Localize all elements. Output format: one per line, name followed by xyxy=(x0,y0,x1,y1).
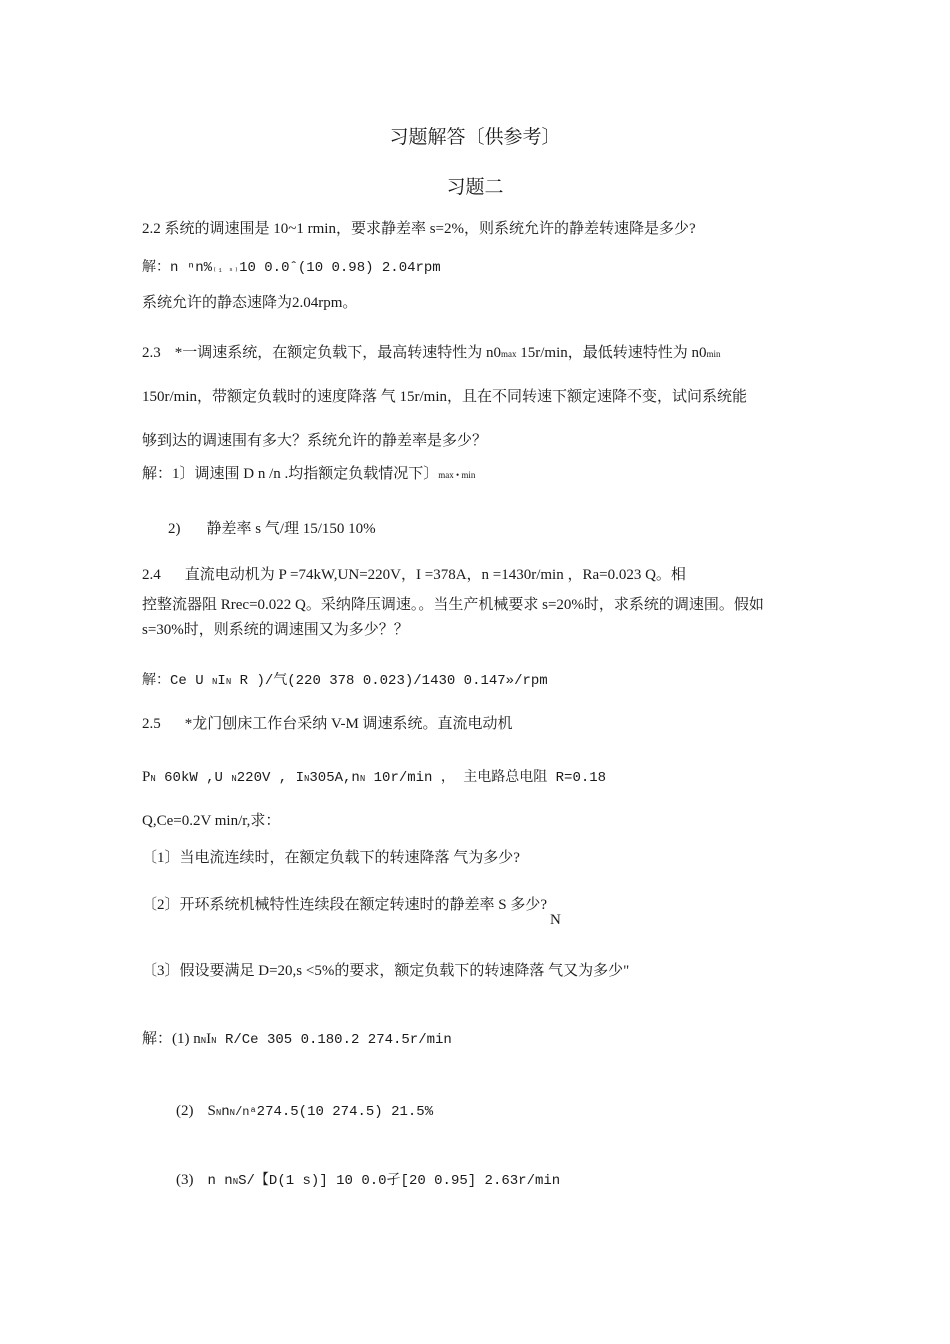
sol-text: I xyxy=(206,1031,212,1047)
sol-sub: ₍₁ ₛ₎ xyxy=(212,264,240,274)
sol-text: /nᵃ xyxy=(235,1105,257,1119)
step-number: (3) xyxy=(176,1172,194,1188)
problem-2-3-line3: 够到达的调速围有多大？系统允许的静差率是多少？ xyxy=(142,433,488,449)
sol-text: I xyxy=(217,673,226,689)
subscript: max • min xyxy=(438,470,476,480)
sol-text: n n xyxy=(207,1173,233,1189)
question-1: 〔1〕当电流连续时，在额定负载下的转速降落 气为多少? xyxy=(142,850,520,866)
step-number: (2) xyxy=(176,1103,194,1119)
problem-number: 2.3 xyxy=(142,345,161,361)
problem-2-4-line1 xyxy=(142,565,686,585)
sol-text: 解：n ⁿn% xyxy=(142,260,213,276)
section-title: 习题二 xyxy=(446,177,504,198)
subscript: N xyxy=(212,677,218,687)
problem-2-5-line1 xyxy=(142,714,513,734)
sol-text: 静差率 s 气/理 15/150 10% xyxy=(206,521,376,537)
sol-text: P xyxy=(142,769,151,785)
sol-text: 60kW ,U xyxy=(155,770,232,786)
sol-text: 10r/min ， 主电路总电阻 R=0.18 xyxy=(365,770,607,786)
problem-2-5-line3: Q,Ce=0.2V min/r,求： xyxy=(142,813,281,829)
subscript: N xyxy=(225,677,232,687)
sol-text: 解：Ce U xyxy=(142,673,213,689)
problem-2-4-line3: s=30%时，则系统的调速围又为多少？？ xyxy=(142,622,409,638)
subscript: N xyxy=(215,1108,222,1118)
subscript: N xyxy=(200,1036,207,1046)
problem-text: *龙门刨床工作台采纳 V-M 调速系统。直流电动机 xyxy=(184,716,513,732)
sol-text: 305A,n xyxy=(309,770,360,786)
subscript: min xyxy=(706,349,721,359)
solution-2-5-line1 xyxy=(142,1029,452,1051)
answer-2-2: 系统允许的静态速降为2.04rpm。 xyxy=(142,295,358,311)
problem-2-4-line2: 控整流器阻 Rrec=0.022 Q。采纳降压调速。。当生产机械要求 s=20%时，求系统的调速围。假如 xyxy=(142,597,764,613)
question-2: 〔2〕开环系统机械特性连续段在额定转速时的静差率 S 多少? xyxy=(142,897,548,913)
question-2-subscript: N xyxy=(550,912,561,928)
sol-text: R/Ce 305 0.180.2 274.5r/min xyxy=(216,1032,452,1048)
solution-2-5-line3 xyxy=(176,1170,560,1192)
question-3: 〔3〕假设要满足 D=20,s <5%的要求，额定负载下的转速降落 气又为多少" xyxy=(142,963,630,979)
sol-text: R )/气(220 378 0.023)/1430 0.147»/rpm xyxy=(231,673,548,689)
sol-text: 220V , I xyxy=(236,770,304,786)
sol-text: 274.5(10 274.5) 21.5% xyxy=(256,1104,434,1120)
subscript: max xyxy=(501,349,517,359)
problem-text: 15r/min，最低转速特性为 n0 xyxy=(516,345,707,361)
subscript: N xyxy=(150,774,156,784)
solution-2-4 xyxy=(142,671,548,692)
sol-text: n xyxy=(221,1104,230,1120)
sol-text: 解：(1) n xyxy=(142,1031,201,1047)
solution-2-3-line2 xyxy=(168,519,376,539)
problem-text: 直流电动机为 P =74kW,UN=220V，I =378A，n =1430r/min ，Ra=0.023 Q。相 xyxy=(184,567,686,583)
solution-2-5-line2 xyxy=(176,1101,433,1123)
subscript: N xyxy=(232,1177,239,1187)
subscript: N xyxy=(229,1108,236,1118)
sol-text: 10 0.0ˆ(10 0.98) 2.04rpm xyxy=(239,260,441,276)
subscript: N xyxy=(359,774,366,784)
subscript: N xyxy=(231,774,237,784)
subscript: N xyxy=(304,774,310,784)
problem-number: 2.5 xyxy=(142,716,161,732)
problem-2-5-line2 xyxy=(142,767,606,789)
sol-text: 解：1〕调速围 D n /n .均指额定负载情况下〕 xyxy=(142,466,439,482)
subscript: N xyxy=(211,1036,217,1046)
problem-2-3-line1 xyxy=(142,343,721,364)
step-number: 2) xyxy=(168,521,181,537)
problem-2-3-line2: 150r/min，带额定负载时的速度降落 气 15r/min，且在不同转速下额定速降不变，试问系统能 xyxy=(142,389,747,405)
sol-text: S/【D(1 s)] 10 0.0孑[20 0.95] 2.63r/min xyxy=(238,1173,561,1189)
solution-2-3-line1 xyxy=(142,464,475,485)
problem-2-2: 2.2 系统的调速围是 10~1 rmin，要求静差率 s=2%，则系统允许的静差转速降是多少? xyxy=(142,221,696,237)
problem-text: *一调速系统，在额定负载下，最高转速特性为 n0 xyxy=(174,345,502,361)
sol-text: S xyxy=(207,1103,216,1119)
solution-2-2 xyxy=(142,258,441,279)
document-title: 习题解答〔供参考〕 xyxy=(389,127,561,148)
problem-number: 2.4 xyxy=(142,567,161,583)
